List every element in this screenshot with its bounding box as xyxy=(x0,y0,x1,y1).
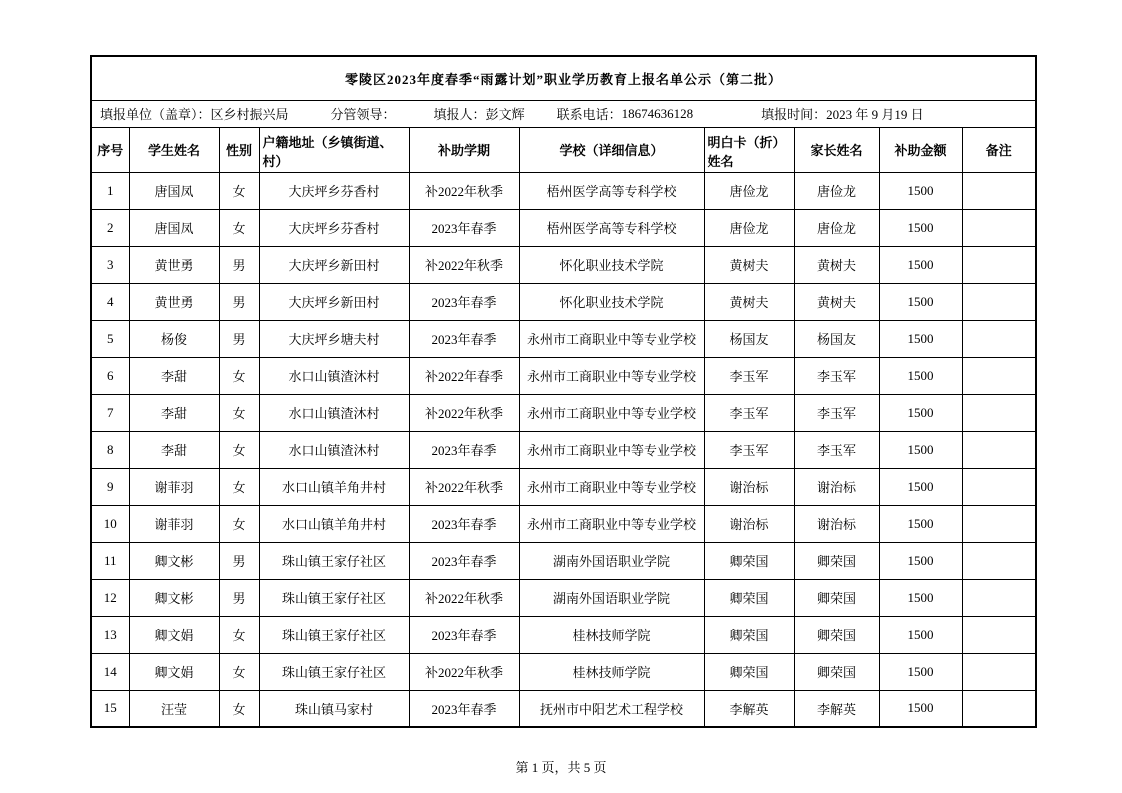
table-cell: 水口山镇羊角井村 xyxy=(259,468,409,505)
table-cell: 黄树夫 xyxy=(704,283,794,320)
table-cell: 1500 xyxy=(879,616,962,653)
table-cell: 补2022年秋季 xyxy=(409,172,519,209)
table-cell: 女 xyxy=(219,209,259,246)
table-cell: 黄树夫 xyxy=(704,246,794,283)
table-cell: 谢治标 xyxy=(704,505,794,542)
table-cell: 1500 xyxy=(879,172,962,209)
table-cell: 永州市工商职业中等专业学校 xyxy=(519,468,704,505)
table-cell: 怀化职业技术学院 xyxy=(519,283,704,320)
table-cell xyxy=(962,394,1036,431)
table-cell: 女 xyxy=(219,468,259,505)
table-cell: 9 xyxy=(91,468,129,505)
table-cell: 抚州市中阳艺术工程学校 xyxy=(519,690,704,727)
table-cell xyxy=(962,616,1036,653)
table-cell: 1500 xyxy=(879,209,962,246)
table-cell: 补2022年秋季 xyxy=(409,468,519,505)
table-cell: 卿文彬 xyxy=(129,579,219,616)
table-cell: 李玉军 xyxy=(704,357,794,394)
table-cell: 谢菲羽 xyxy=(129,468,219,505)
filler-value: 彭文辉 xyxy=(485,107,525,122)
column-header: 补助学期 xyxy=(409,127,519,172)
contact-phone-value: 18674636128 xyxy=(621,105,694,121)
table-cell: 8 xyxy=(91,431,129,468)
table-cell: 大庆坪乡新田村 xyxy=(259,246,409,283)
table-cell: 男 xyxy=(219,542,259,579)
table-row xyxy=(91,246,1036,283)
table-cell: 男 xyxy=(219,246,259,283)
table-cell: 1500 xyxy=(879,246,962,283)
table-cell: 唐俭龙 xyxy=(794,172,879,209)
table-cell: 水口山镇渣沐村 xyxy=(259,431,409,468)
table-cell: 唐俭龙 xyxy=(704,209,794,246)
table-cell: 5 xyxy=(91,320,129,357)
table-cell: 2023年春季 xyxy=(409,690,519,727)
table-cell: 女 xyxy=(219,653,259,690)
supervising-leader-label: 分管领导： xyxy=(330,107,396,122)
table-row xyxy=(91,320,1036,357)
table-cell xyxy=(962,653,1036,690)
table-cell: 12 xyxy=(91,579,129,616)
table-cell: 1500 xyxy=(879,505,962,542)
table-cell: 大庆坪乡芬香村 xyxy=(259,172,409,209)
table-cell xyxy=(962,542,1036,579)
table-cell: 10 xyxy=(91,505,129,542)
table-cell: 女 xyxy=(219,505,259,542)
page-title: 零陵区2023年度春季“雨露计划”职业学历教育上报名单公示（第二批） xyxy=(91,56,1036,100)
table-cell: 1500 xyxy=(879,394,962,431)
table-cell: 唐俭龙 xyxy=(794,209,879,246)
table-cell: 黄树夫 xyxy=(794,283,879,320)
column-header: 备注 xyxy=(962,127,1036,172)
table-row xyxy=(91,431,1036,468)
table-cell: 杨国友 xyxy=(704,320,794,357)
table-cell: 1500 xyxy=(879,468,962,505)
table-cell xyxy=(962,579,1036,616)
table-row xyxy=(91,690,1036,727)
table-cell: 1500 xyxy=(879,431,962,468)
table-cell: 永州市工商职业中等专业学校 xyxy=(519,357,704,394)
column-header: 明白卡（折）姓名 xyxy=(704,127,794,172)
table-cell: 14 xyxy=(91,653,129,690)
table-row xyxy=(91,653,1036,690)
table-cell: 13 xyxy=(91,616,129,653)
table-cell: 2023年春季 xyxy=(409,542,519,579)
table-cell: 李解英 xyxy=(794,690,879,727)
table-cell: 水口山镇渣沐村 xyxy=(259,394,409,431)
table-cell: 3 xyxy=(91,246,129,283)
table-cell: 2 xyxy=(91,209,129,246)
reporting-unit-value: 区乡村振兴局 xyxy=(210,107,289,122)
table-cell: 永州市工商职业中等专业学校 xyxy=(519,505,704,542)
table-cell: 永州市工商职业中等专业学校 xyxy=(519,394,704,431)
report-date-label: 填报时间： xyxy=(761,107,827,122)
table-cell: 卿荣国 xyxy=(704,542,794,579)
meta-row xyxy=(91,100,1036,127)
table-cell: 大庆坪乡塘夫村 xyxy=(259,320,409,357)
table-cell: 汪莹 xyxy=(129,690,219,727)
column-header-row xyxy=(91,127,1036,172)
page-number-footer: 第 1 页，共 5 页 xyxy=(515,760,607,775)
table-cell: 补2022年秋季 xyxy=(409,394,519,431)
table-cell: 卿荣国 xyxy=(794,542,879,579)
table-cell: 李玉军 xyxy=(794,431,879,468)
table-cell: 女 xyxy=(219,616,259,653)
table-cell: 唐国凤 xyxy=(129,209,219,246)
table-cell: 7 xyxy=(91,394,129,431)
table-cell: 卿荣国 xyxy=(704,579,794,616)
table-row xyxy=(91,542,1036,579)
table-cell: 男 xyxy=(219,320,259,357)
table-cell: 1500 xyxy=(879,690,962,727)
table-cell: 谢菲羽 xyxy=(129,505,219,542)
table-cell: 2023年春季 xyxy=(409,320,519,357)
column-header: 序号 xyxy=(91,127,129,172)
table-row xyxy=(91,394,1036,431)
table-cell: 大庆坪乡新田村 xyxy=(259,283,409,320)
table-row xyxy=(91,209,1036,246)
column-header: 学校（详细信息） xyxy=(519,127,704,172)
table-body xyxy=(91,172,1036,727)
table-cell: 李玉军 xyxy=(704,394,794,431)
table-cell: 黄树夫 xyxy=(794,246,879,283)
table-cell: 唐国凤 xyxy=(129,172,219,209)
table-cell: 补2022年秋季 xyxy=(409,653,519,690)
table-cell xyxy=(962,468,1036,505)
table-cell xyxy=(962,172,1036,209)
table-row xyxy=(91,616,1036,653)
table-cell: 卿荣国 xyxy=(704,653,794,690)
table-cell: 卿荣国 xyxy=(794,579,879,616)
table-cell: 梧州医学高等专科学校 xyxy=(519,209,704,246)
column-header: 性别 xyxy=(219,127,259,172)
table-cell xyxy=(962,246,1036,283)
table-cell: 2023年春季 xyxy=(409,505,519,542)
table-cell: 卿荣国 xyxy=(794,616,879,653)
table-row xyxy=(91,283,1036,320)
table-cell: 1500 xyxy=(879,579,962,616)
table-cell: 卿文娟 xyxy=(129,653,219,690)
table-cell: 卿文娟 xyxy=(129,616,219,653)
table-cell: 1500 xyxy=(879,653,962,690)
table-cell: 黄世勇 xyxy=(129,283,219,320)
table-cell: 梧州医学高等专科学校 xyxy=(519,172,704,209)
table-cell: 珠山镇王家仔社区 xyxy=(259,616,409,653)
table-cell: 黄世勇 xyxy=(129,246,219,283)
table-cell: 2023年春季 xyxy=(409,431,519,468)
table-cell: 杨俊 xyxy=(129,320,219,357)
table-cell: 桂林技师学院 xyxy=(519,616,704,653)
table-cell: 卿荣国 xyxy=(794,653,879,690)
table-cell: 李解英 xyxy=(704,690,794,727)
table-cell: 1 xyxy=(91,172,129,209)
roster-table-container xyxy=(90,55,1035,728)
table-cell: 4 xyxy=(91,283,129,320)
table-cell: 女 xyxy=(219,357,259,394)
table-cell: 珠山镇王家仔社区 xyxy=(259,542,409,579)
column-header: 学生姓名 xyxy=(129,127,219,172)
table-cell: 补2022年春季 xyxy=(409,357,519,394)
table-cell: 2023年春季 xyxy=(409,209,519,246)
table-row xyxy=(91,172,1036,209)
table-cell: 卿荣国 xyxy=(704,616,794,653)
table-cell: 1500 xyxy=(879,320,962,357)
filler-label: 填报人： xyxy=(433,107,486,122)
table-row xyxy=(91,505,1036,542)
table-cell: 李甜 xyxy=(129,394,219,431)
table-cell: 谢治标 xyxy=(794,505,879,542)
table-cell: 女 xyxy=(219,394,259,431)
column-header: 家长姓名 xyxy=(794,127,879,172)
table-cell xyxy=(962,690,1036,727)
table-cell: 唐俭龙 xyxy=(704,172,794,209)
table-cell: 永州市工商职业中等专业学校 xyxy=(519,320,704,357)
table-cell: 补2022年秋季 xyxy=(409,579,519,616)
table-cell: 女 xyxy=(219,431,259,468)
table-cell: 李甜 xyxy=(129,431,219,468)
table-cell: 女 xyxy=(219,172,259,209)
table-cell: 李甜 xyxy=(129,357,219,394)
table-cell: 杨国友 xyxy=(794,320,879,357)
table-cell: 怀化职业技术学院 xyxy=(519,246,704,283)
table-cell: 6 xyxy=(91,357,129,394)
table-cell: 谢治标 xyxy=(704,468,794,505)
table-cell: 湖南外国语职业学院 xyxy=(519,542,704,579)
roster-table xyxy=(90,55,1037,728)
table-cell: 2023年春季 xyxy=(409,616,519,653)
report-date-value: 2023 年 9 月19 日 xyxy=(826,107,924,122)
reporting-unit-label: 填报单位（盖章）： xyxy=(100,107,211,122)
table-cell xyxy=(962,283,1036,320)
table-cell: 1500 xyxy=(879,357,962,394)
table-cell: 15 xyxy=(91,690,129,727)
table-cell: 女 xyxy=(219,690,259,727)
table-cell xyxy=(962,209,1036,246)
table-cell: 水口山镇羊角井村 xyxy=(259,505,409,542)
table-cell: 李玉军 xyxy=(704,431,794,468)
table-row xyxy=(91,468,1036,505)
table-cell: 男 xyxy=(219,579,259,616)
table-cell xyxy=(962,431,1036,468)
contact-phone-label: 联系电话： xyxy=(556,107,622,122)
table-cell: 1500 xyxy=(879,283,962,320)
meta-line xyxy=(100,104,1032,123)
table-row xyxy=(91,579,1036,616)
table-cell: 男 xyxy=(219,283,259,320)
column-header: 补助金额 xyxy=(879,127,962,172)
table-cell: 珠山镇王家仔社区 xyxy=(259,579,409,616)
table-cell: 珠山镇马家村 xyxy=(259,690,409,727)
table-cell: 桂林技师学院 xyxy=(519,653,704,690)
table-cell: 11 xyxy=(91,542,129,579)
table-cell: 大庆坪乡芬香村 xyxy=(259,209,409,246)
table-cell: 珠山镇王家仔社区 xyxy=(259,653,409,690)
table-cell: 李玉军 xyxy=(794,357,879,394)
table-cell xyxy=(962,320,1036,357)
column-header: 户籍地址（乡镇街道、村） xyxy=(259,127,409,172)
table-cell: 卿文彬 xyxy=(129,542,219,579)
table-cell: 补2022年秋季 xyxy=(409,246,519,283)
table-row xyxy=(91,357,1036,394)
table-cell xyxy=(962,357,1036,394)
table-cell: 永州市工商职业中等专业学校 xyxy=(519,431,704,468)
table-cell: 李玉军 xyxy=(794,394,879,431)
table-cell: 湖南外国语职业学院 xyxy=(519,579,704,616)
table-cell: 2023年春季 xyxy=(409,283,519,320)
table-cell: 水口山镇渣沐村 xyxy=(259,357,409,394)
meta-cell xyxy=(91,100,1036,127)
title-row xyxy=(91,56,1036,100)
table-cell: 谢治标 xyxy=(794,468,879,505)
table-cell: 1500 xyxy=(879,542,962,579)
table-cell xyxy=(962,505,1036,542)
